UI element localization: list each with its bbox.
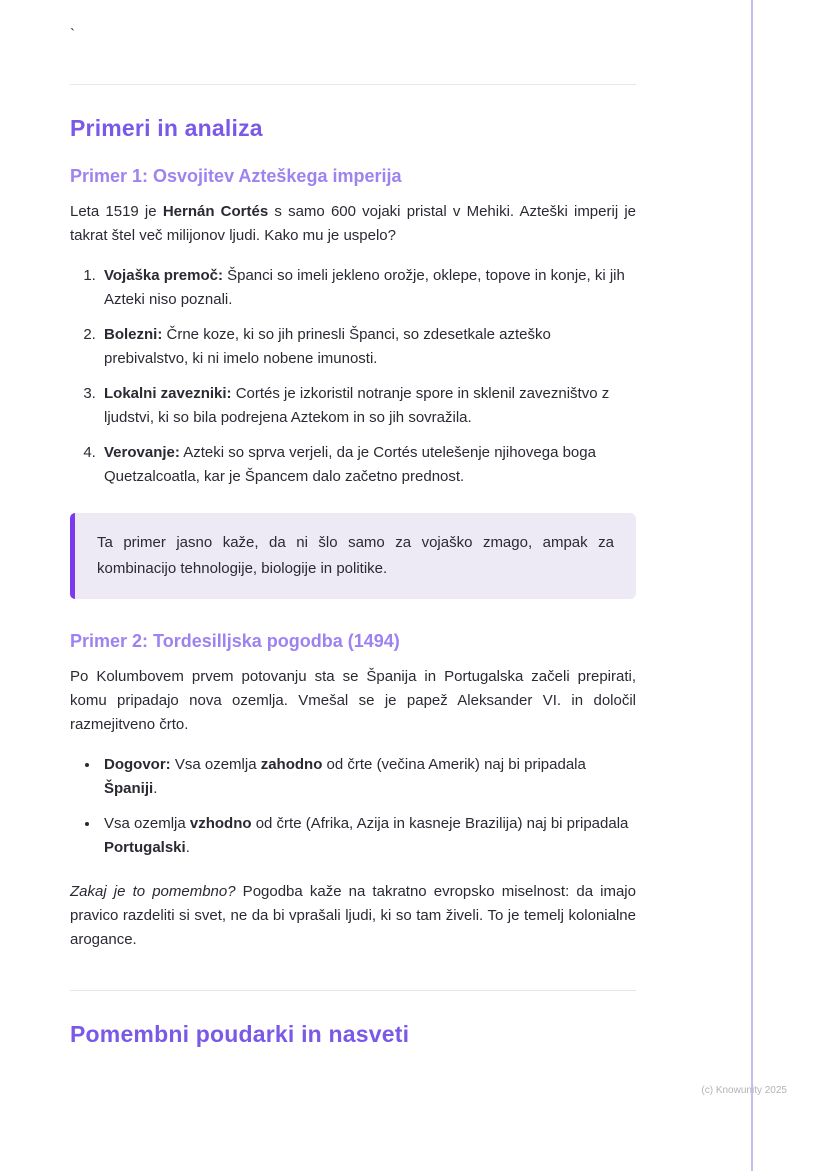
watermark: (c) Knowunity 2025 [701,1085,787,1096]
section-heading-highlights: Pomembni poudarki in nasveti [70,1021,410,1047]
subheading-primer1: Primer 1: Osvojitev Azteškega imperija [70,166,402,186]
bold-text-segment: zahodno [260,756,323,773]
document-content [70,0,636,1056]
list-item-text: Črne koze, ki so jih prinesli Španci, so zdesetkale azteško prebivalstvo, ki ni imelo nobene imunosti. [104,326,551,367]
list-item-term: Verovanje: [104,444,180,461]
list-item-term: Vojaška premoč: [104,267,223,284]
primer2-intro-paragraph: Po Kolumbovem prvem potovanju sta se Španija in Portugalska začeli prepirati, komu pripadajo nova ozemlja. Vmešal se je papež Aleksander VI. in določil razmejitveno črto. [70,668,636,733]
list-item-term: Dogovor: [104,756,171,773]
list-item [100,382,636,430]
page-edge-line [751,0,753,1171]
primer2-outro-paragraph [70,880,636,952]
text-segment: Leta 1519 je [70,203,163,220]
list-item [100,323,636,371]
text-segment: Vsa ozemlja [104,815,190,832]
bold-text-segment: vzhodno [189,815,252,832]
callout-text: Ta primer jasno kaže, da ni šlo samo za vojaško zmago, ampak za kombinacijo tehnologije, biologije in politike. [97,534,614,577]
text-segment: s samo 600 vojaki pristal v Mehiki. Azteški imperij je takrat štel več milijonov ljudi. Kako mu je uspelo? [70,203,637,244]
callout-accent-bar [70,513,75,599]
stray-backtick: ` [70,26,75,43]
subheading-primer2: Primer 2: Tordesilljska pogodba (1494) [70,631,400,651]
list-item [100,264,636,312]
list-item-text: Azteki so sprva verjeli, da je Cortés utelešenje njihovega boga Quetzalcoatla, kar je Špancem dalo začetno prednost. [104,444,596,485]
list-item-term: Bolezni: [104,326,163,343]
primer1-intro-paragraph [70,200,636,248]
bold-text-segment: Portugalski [104,839,186,856]
highlight-callout [70,513,636,599]
list-item-term: Lokalni zavezniki: [104,385,232,402]
text-segment: . [153,780,158,797]
text-segment: Vsa ozemlja [170,756,261,773]
list-item [100,441,636,489]
primer1-numbered-list [70,264,636,489]
section-divider [70,990,636,991]
bold-text-segment: Španiji [104,780,154,797]
section-divider [70,84,636,85]
list-item [100,812,636,860]
list-item-text: Španci so imeli jekleno orožje, oklepe, topove in konje, ki jih Azteki niso poznali. [104,267,625,308]
text-segment: od črte (večina Amerik) naj bi pripadala [322,756,586,773]
text-segment: . [185,839,190,856]
section-heading-examples: Primeri in analiza [70,115,263,141]
primer2-bullet-list [70,753,636,860]
list-item-text: Cortés je izkoristil notranje spore in sklenil zavezništvo z ljudstvi, ki so bila podrejena Aztekom in so jih sovražila. [104,385,610,426]
bold-text-segment: Hernán Cortés [162,203,269,220]
text-segment: Pogodba kaže na takratno evropsko miselnost: da imajo pravico razdeliti si svet, ne da bi vprašali ljudi, ki so tam živeli. To je temelj kolonialne arogance. [70,883,636,948]
text-segment: od črte (Afrika, Azija in kasneje Brazilija) naj bi pripadala [251,815,629,832]
list-item [100,753,636,801]
italic-text-segment: Zakaj je to pomembno? [70,883,236,900]
